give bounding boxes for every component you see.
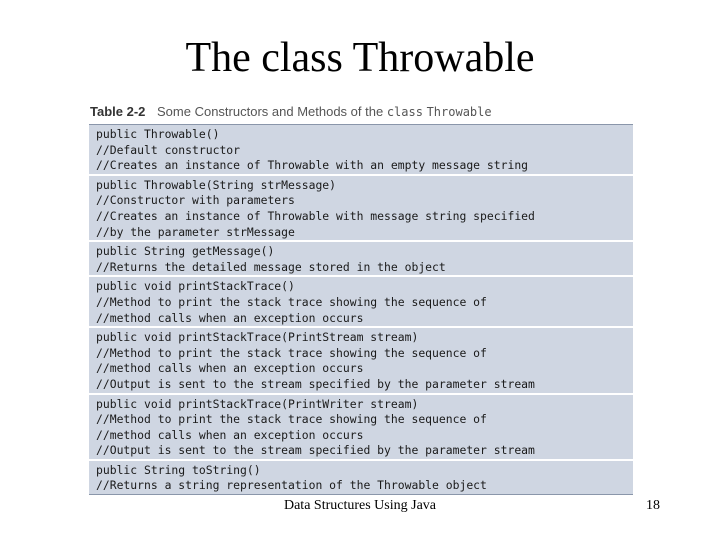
method-signature: public Throwable(String strMessage) xyxy=(96,177,337,192)
table-caption-text: Some Constructors and Methods of the xyxy=(157,104,384,119)
page-number: 18 xyxy=(646,498,660,513)
method-row xyxy=(89,459,633,494)
method-comment: //Creates an instance of Throwable with an empty message string xyxy=(96,158,529,173)
method-comment: //Output is sent to the stream specified by the parameter stream xyxy=(96,443,535,458)
table-caption xyxy=(90,104,650,122)
method-row xyxy=(89,275,633,326)
method-signature: public void printStackTrace(PrintStream stream) xyxy=(96,330,419,345)
method-signature: public String getMessage() xyxy=(96,244,275,259)
method-comment: //Creates an instance of Throwable with message string specified xyxy=(96,208,535,223)
method-comment: //Output is sent to the stream specified by the parameter stream xyxy=(96,376,535,391)
method-comment: //method calls when an exception occurs xyxy=(96,310,364,325)
method-comment: //by the parameter strMessage xyxy=(96,224,295,239)
method-row xyxy=(89,240,633,275)
method-signature: public String toString() xyxy=(96,462,261,477)
method-comment: //Method to print the stack trace showing the sequence of xyxy=(96,345,487,360)
method-comment: //Returns a string representation of the Throwable object xyxy=(96,478,487,493)
method-signature: public void printStackTrace() xyxy=(96,279,295,294)
table-caption-class: Throwable xyxy=(426,105,492,119)
method-row xyxy=(89,326,633,392)
method-signature: public Throwable() xyxy=(96,127,220,141)
method-row xyxy=(89,125,633,174)
method-comment: //method calls when an exception occurs xyxy=(96,361,364,376)
slide-title: The class Throwable xyxy=(185,35,535,81)
method-row xyxy=(89,393,633,459)
footer-text: Data Structures Using Java xyxy=(283,498,437,513)
method-table xyxy=(89,124,633,495)
table-caption-keyword: class xyxy=(386,105,423,119)
method-comment: //Default constructor xyxy=(96,142,241,157)
method-comment: //Method to print the stack trace showing the sequence of xyxy=(96,412,487,427)
method-comment: //method calls when an exception occurs xyxy=(96,427,364,442)
table-number: Table 2-2 xyxy=(90,104,146,119)
method-comment: //Returns the detailed message stored in the object xyxy=(96,259,446,274)
method-comment: //Constructor with parameters xyxy=(96,193,295,208)
method-comment: //Method to print the stack trace showing the sequence of xyxy=(96,294,487,309)
method-row xyxy=(89,174,633,240)
method-signature: public void printStackTrace(PrintWriter stream) xyxy=(96,396,419,411)
